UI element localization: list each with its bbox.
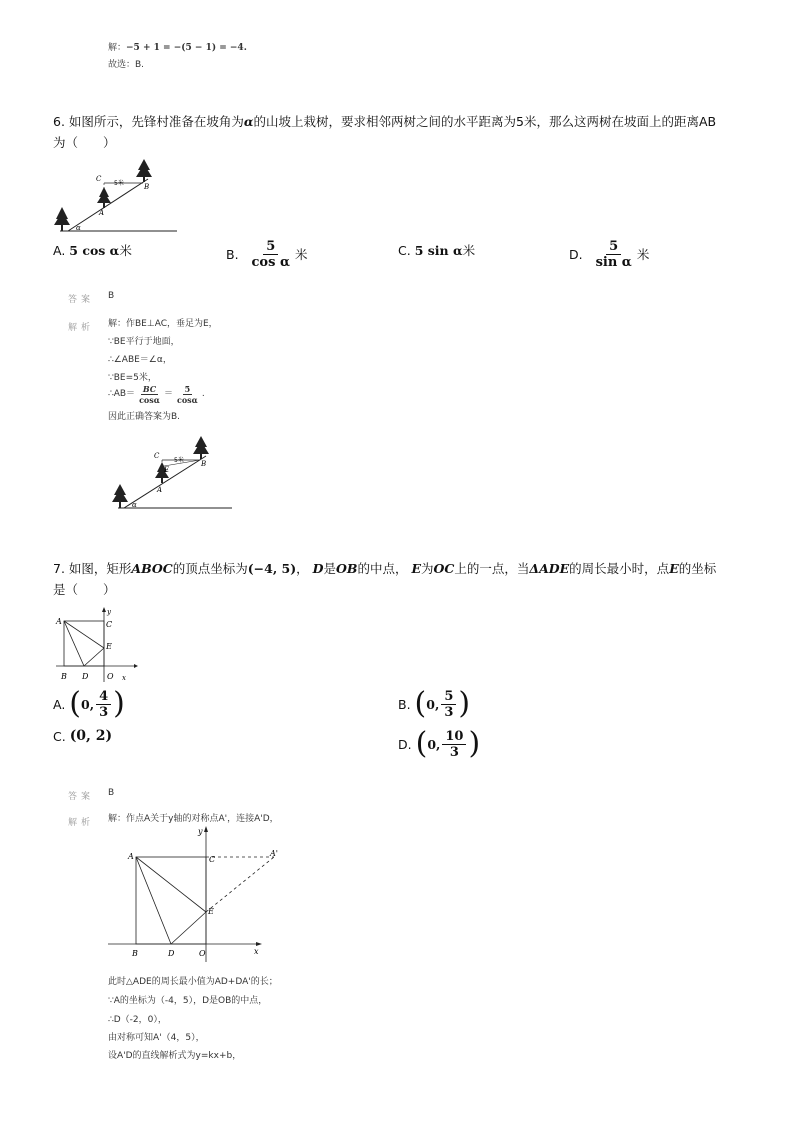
q6-stem [53,112,753,132]
prev-solution-prefix: 解： [108,43,127,53]
q7-triangle: ΔADE [529,561,570,576]
q7-fig-label-a: A [56,617,62,626]
q7-fig2-label-c: C [209,855,216,864]
q6-alpha: α [243,114,254,129]
q7-analysis-l5: 设A'D的直线解析式为y=kx+b， [108,1051,242,1061]
q6-option-b-unit: 米 [294,247,308,262]
q7-analysis-label: 解析 [68,818,95,828]
q7-fig2-label-o: O [199,949,206,958]
q7-option-a-fraction: $\frac{4}{3}$ [96,689,111,720]
q6-fig2-label-c: C [154,452,160,460]
tree-icon [112,484,128,508]
q6-stem-line2: 为（ ） [53,135,116,150]
q6-stem-part2: 的山坡上栽树，要求相邻两树之间的水平距离为5米，那么这两树在坡面上的距离AB [253,114,717,129]
prev-solution-line1 [108,40,247,57]
q6-slope-figure [52,155,182,237]
q7-analysis-l3: ∴D（-2，0）， [108,1015,167,1025]
q6-analysis-l1: 解：作BE⊥AC，垂足为E， [108,319,218,329]
q7-analysis-l4: 由对称可知A'（4，5）， [108,1033,205,1043]
q6-fig2-label-a: A [157,486,163,494]
q6-option-b-label: B. [226,246,239,262]
q7-option-b[interactable]: B. ( 0, $\frac{5}{3}$ ) [398,686,471,721]
q6-option-c-expr: 5 sin α [414,242,463,258]
q6-fig2-label-e: E [164,466,170,474]
tree-icon [54,207,70,231]
q7-fig2-label-a: A [128,852,134,861]
q6-fig2-angle: α [132,501,137,509]
q7-option-c[interactable]: C. (0, 2) [53,728,113,744]
tree-icon [136,159,152,182]
q6-fig-angle: α [76,224,81,232]
q7-option-d[interactable]: D. ( 0, $\frac{10}{3}$ ) [398,726,481,761]
q7-option-d-fraction: $\frac{10}{3}$ [442,729,466,760]
q6-fig2-label-b: B [201,460,207,468]
q7-option-a[interactable]: A. ( 0, $\frac{4}{3}$ ) [53,686,125,721]
q6-fig2-distance: 5米 [174,457,184,464]
prev-solution-line2: 故选：B. [108,60,145,70]
q7-rect-name: ABOC [131,561,173,576]
q6-option-a-unit: 米 [119,243,132,258]
q6-option-b[interactable] [226,234,307,274]
q7-rectangle-figure [54,604,138,684]
q6-option-d-label: D. [569,246,583,262]
q7-fig-label-y: y [107,608,111,616]
q6-fig-label-c: C [96,175,102,183]
tree-icon [193,436,209,459]
q6-option-d-fraction: $\frac{5}{\text{sin α}}$ [595,238,632,270]
q6-fig-distance: 5米 [114,180,124,187]
q6-option-d-unit: 米 [636,247,650,262]
q6-fig-label-a: A [99,209,105,217]
q7-analysis-l1: 此时△ADE的周长最小值为AD+DA'的长； [108,977,278,987]
q6-answer-label: 答案 [68,295,95,305]
q6-option-a-expr: 5 cos α [69,242,120,258]
q6-analysis-l6: 因此正确答案为B. [108,412,181,422]
q6-analysis-label: 解析 [68,323,95,333]
q7-coord: (−4, 5) [247,561,297,576]
q6-analysis-frac2: 5 cosα [176,384,198,405]
q6-fig-label-b: B [144,183,150,191]
q6-analysis-frac1: BC cosα [139,384,160,405]
q7-fig-label-o: O [107,672,114,681]
q7-stem-line2: 是（ ） [53,582,116,597]
q7-fig-label-c: C [106,620,113,629]
q7-analysis-l2: ∵A的坐标为（-4，5），D是OB的中点， [108,996,268,1006]
prev-solution-math: −5 + 1 = −(5 − 1) = −4. [126,43,247,53]
q6-option-c-label: C. [398,242,411,258]
q6-option-b-fraction: $\frac{5}{\text{cos α}}$ [251,238,290,270]
q6-answer-value: B [108,291,115,301]
q6-analysis-l5: ∴AB＝ BC cosα ＝ 5 cosα . [108,384,205,405]
q7-fig-label-e: E [106,642,112,651]
q7-fig2-label-d: D [168,949,175,958]
q7-fig2-label-y: y [198,827,203,836]
q7-fig2-label-b: B [132,949,138,958]
q7-fig-label-d: D [82,672,89,681]
q7-fig2-label-e: E [208,907,214,916]
q6-option-a[interactable] [53,240,132,260]
q7-analysis-figure [106,826,290,964]
q7-stem: 7. 如图，矩形ABOC的顶点坐标为(−4, 5)， D是OB的中点， E为OC上的一点，当ΔADE的周长最小时，点E的坐标 [53,561,717,576]
q6-analysis-l3: ∴∠ABE＝∠α， [108,355,172,365]
q6-option-c-unit: 米 [462,243,476,258]
q7-answer-value: B [108,788,115,798]
q6-stem-part1: 6. 如图所示，先锋村准备在坡角为 [53,114,244,129]
q6-option-a-label: A. [53,242,66,258]
q6-option-c[interactable] [398,240,475,260]
q6-option-d[interactable] [569,234,649,274]
q7-analysis-l0: 解：作点A关于y轴的对称点A'，连接A'D， [108,814,279,824]
q7-fig-label-x: x [122,674,126,682]
q7-fig2-label-a-prime: A' [270,849,278,858]
q7-answer-label: 答案 [68,792,95,802]
q7-fig-label-b: B [61,672,67,681]
q6-analysis-l2: ∵BE平行于地面， [108,337,180,347]
q6-analysis-figure [110,432,235,512]
q7-fig2-label-x: x [254,947,259,956]
q7-option-b-fraction: $\frac{5}{3}$ [441,689,456,720]
q6-analysis-l4: ∵BE=5米， [108,373,157,383]
